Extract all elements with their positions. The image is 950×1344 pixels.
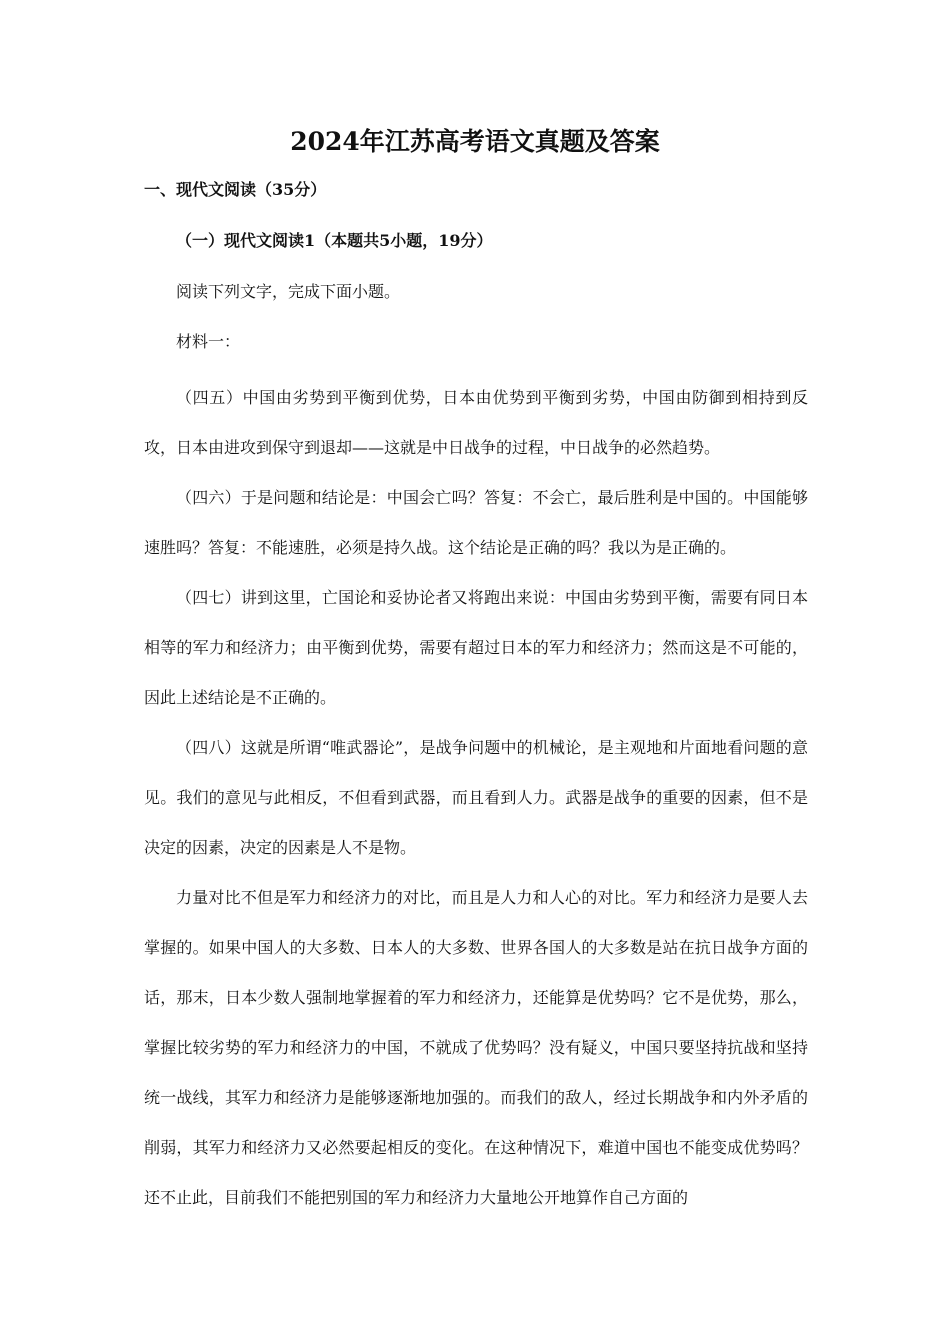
material-label: 材料一： xyxy=(176,332,241,351)
material-body xyxy=(144,373,808,1223)
reading-instruction: 阅读下列文字，完成下面小题。 xyxy=(176,282,401,301)
sub-heading: （一）现代文阅读1（本题共5小题，19分） xyxy=(176,231,493,250)
paragraph-48: （四八）这就是所谓“唯武器论”，是战争问题中的机械论，是主观地和片面地看问题的意见。我们的意见与此相反，不但看到武器，而且看到人力。武器是战争的重要的因素，但不是决定的因素，决定的因素是人不是物。 xyxy=(144,738,808,857)
paragraph-45: （四五）中国由劣势到平衡到优势，日本由优势到平衡到劣势，中国由防御到相持到反攻，日本由进攻到保守到退却——这就是中日战争的过程，中日战争的必然趋势。 xyxy=(144,388,808,457)
paragraph-47: （四七）讲到这里，亡国论和妥协论者又将跑出来说：中国由劣势到平衡，需要有同日本相等的军力和经济力；由平衡到优势，需要有超过日本的军力和经济力；然而这是不可能的，因此上述结论是不正确的。 xyxy=(144,588,808,707)
section-heading: 一、现代文阅读（35分） xyxy=(144,180,327,199)
document-title: 2024年江苏高考语文真题及答案 xyxy=(290,127,660,156)
paragraph-continuation: 力量对比不但是军力和经济力的对比，而且是人力和人心的对比。军力和经济力是要人去掌握的。如果中国人的大多数、日本人的大多数、世界各国人的大多数是站在抗日战争方面的话，那末，日本少数人强制地掌握着的军力和经济力，还能算是优势吗？它不是优势，那么，掌握比较劣势的军力和经济力的中国，不就成了优势吗？没有疑义，中国只要坚持抗战和坚持统一战线，其军力和经济力是能够逐渐地加强的。而我们的敌人，经过长期战争和内外矛盾的削弱，其军力和经济力又必然要起相反的变化。在这种情况下，难道中国也不能变成优势吗？还不止此，目前我们不能把别国的军力和经济力大量地公开地算作自己方面的 xyxy=(144,888,808,1207)
paragraph-46: （四六）于是问题和结论是：中国会亡吗？答复：不会亡，最后胜利是中国的。中国能够速胜吗？答复：不能速胜，必须是持久战。这个结论是正确的吗？我以为是正确的。 xyxy=(144,488,808,557)
